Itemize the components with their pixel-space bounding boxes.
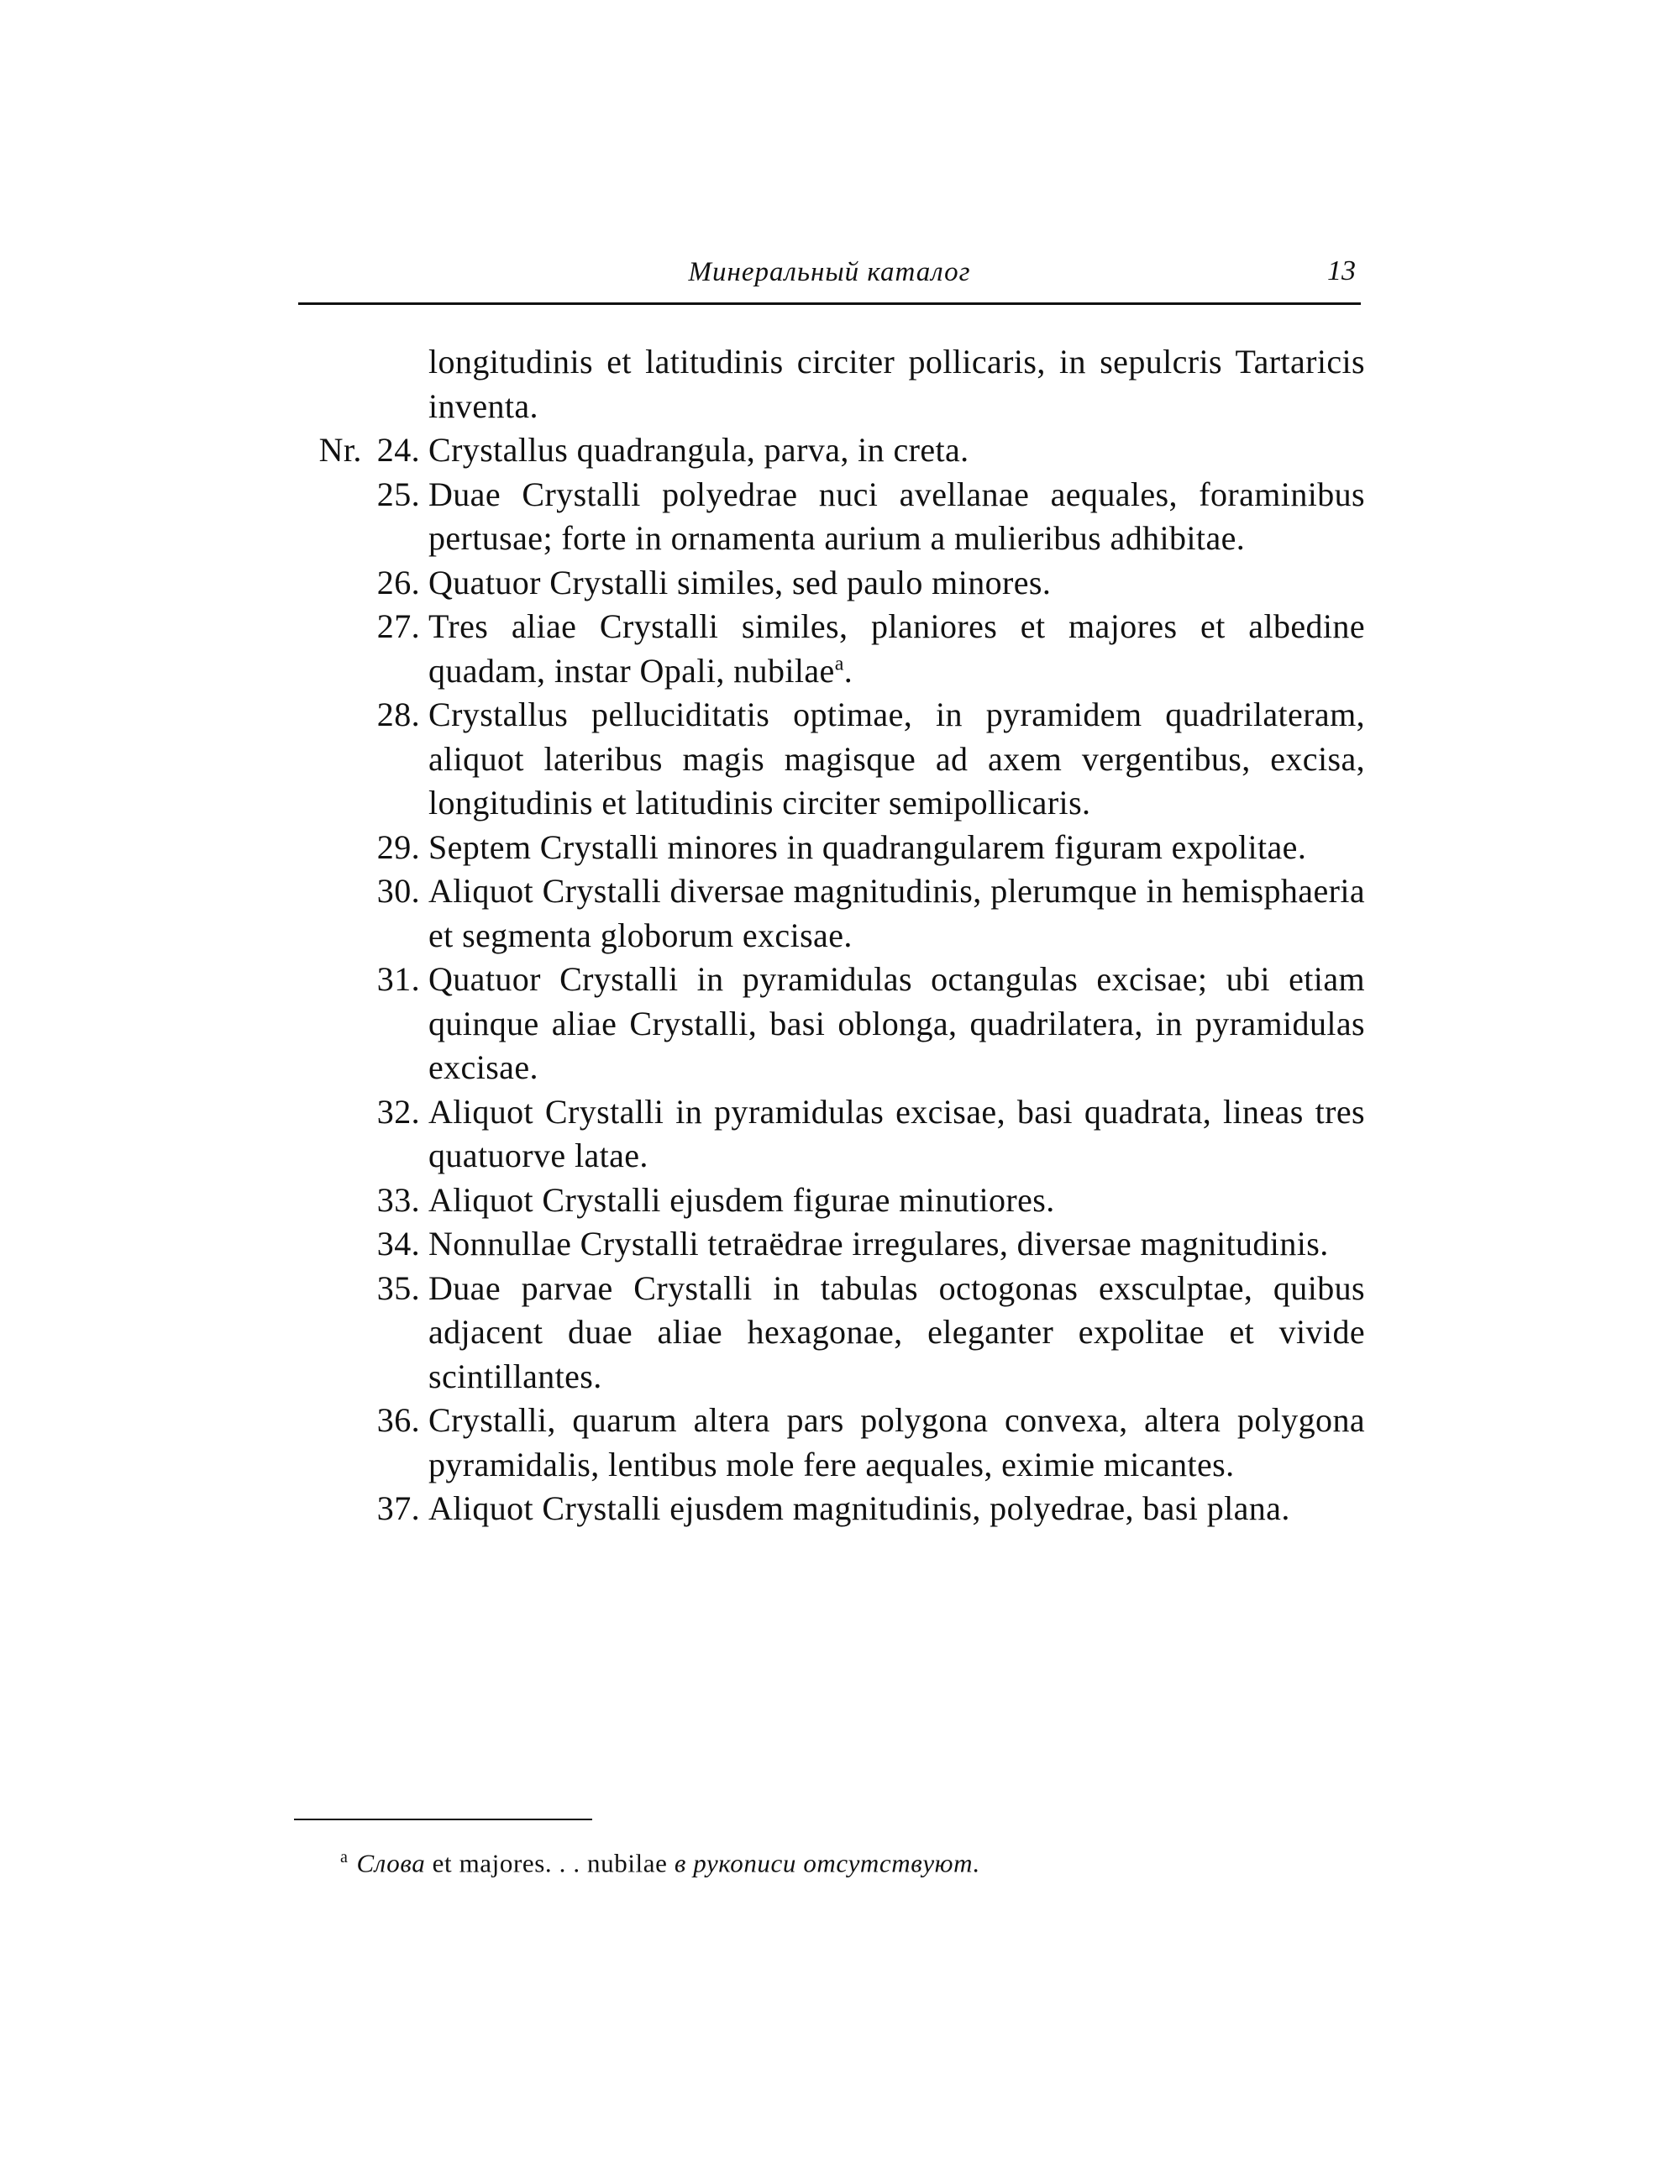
entry-text: Crystalli, quarum altera pars polygona convexa, altera polygona pyramidalis, lentibus mole fere aequales, eximie micantes. (428, 1401, 1365, 1483)
list-item (294, 605, 1365, 693)
entry-text: Crystallus pelluciditatis optimae, in pyramidem quadrilateram, aliquot lateribus magis magisque ad axem vergentibus, excisa, longitudinis et latitudinis circiter semipollicaris. (428, 696, 1365, 822)
list-item (294, 1399, 1365, 1487)
list-item (294, 473, 1365, 561)
entry-text-tail: . (843, 651, 853, 690)
footnote (340, 1848, 980, 1878)
list-item (294, 561, 1365, 606)
entry-text: Duae Crystalli polyedrae nuci avellanae aequales, foraminibus pertusae; forte in ornamenta aurium a mulieribus adhibitae. (428, 475, 1365, 557)
footnote-divider (294, 1819, 592, 1820)
list-item (294, 1222, 1365, 1267)
entry-text: Septem Crystalli minores in quadrangularem figuram expolitae. (428, 827, 1307, 866)
footnote-reference: a (834, 653, 844, 675)
entry-number: 29. (376, 827, 420, 866)
list-item (294, 1090, 1365, 1179)
list-item (294, 1267, 1365, 1399)
entry-number: 36. (376, 1401, 420, 1439)
entry-text: Aliquot Crystalli in pyramidulas excisae, basi quadrata, lineas tres quatuorve latae. (428, 1092, 1365, 1174)
list-item (294, 826, 1365, 870)
entry-number: 31. (376, 960, 420, 998)
running-title: Минеральный каталог (688, 257, 971, 287)
entry-text: longitudinis et latitudinis circiter pollicaris, in sepulcris Tartaricis inventa. (428, 343, 1365, 425)
entry-text: Quatuor Crystalli similes, sed paulo minores. (428, 563, 1052, 601)
list-item (294, 340, 1365, 428)
entry-text: Aliquot Crystalli ejusdem magnitudinis, polyedrae, basi plana. (428, 1489, 1290, 1527)
entry-text: Aliquot Crystalli diversae magnitudinis, plerumque in hemisphaeria et segmenta globorum excisae. (428, 872, 1365, 954)
entry-text: Crystallus quadrangula, parva, in creta. (428, 431, 969, 469)
list-item (294, 693, 1365, 826)
entry-text: Duae parvae Crystalli in tabulas octogonas exsculptae, quibus adjacent duae aliae hexagonae, eleganter expolitae et vivide scintillantes. (428, 1268, 1365, 1395)
entry-prefix: Nr. (318, 431, 362, 469)
list-item (294, 1179, 1365, 1223)
catalog-entries (294, 340, 1365, 1531)
entry-number: 34. (376, 1225, 420, 1263)
entry-number: 25. (376, 475, 420, 513)
footnote-text-3: в рукописи отсутствуют. (674, 1848, 980, 1878)
running-head (298, 252, 1361, 305)
entry-number: 32. (376, 1092, 420, 1131)
list-item (294, 869, 1365, 958)
footnote-text-1: Слова (356, 1848, 426, 1878)
page-number: 13 (1327, 255, 1356, 286)
entry-number: 33. (376, 1180, 420, 1219)
entry-number: 24. (376, 431, 420, 469)
entry-text: Quatuor Crystalli in pyramidulas octangulas excisae; ubi etiam quinque aliae Crystalli, basi oblonga, quadrilatera, in pyramidulas excisae. (428, 960, 1365, 1086)
entry-text: Nonnullae Crystalli tetraëdrae irregulares, diversae magnitudinis. (428, 1225, 1329, 1263)
entry-number: 26. (376, 563, 420, 601)
entry-number: 27. (376, 607, 420, 645)
list-item (294, 958, 1365, 1090)
entry-number: 30. (376, 872, 420, 910)
list-item (294, 428, 1365, 473)
list-item (294, 1487, 1365, 1531)
footnote-mark: a (340, 1848, 349, 1866)
entry-text: Tres aliae Crystalli similes, planiores et majores et albedine quadam, instar Opali, nubilae (428, 607, 1365, 690)
entry-text: Aliquot Crystalli ejusdem figurae minutiores. (428, 1180, 1055, 1219)
entry-number: 35. (376, 1268, 420, 1307)
entry-number: 37. (376, 1489, 420, 1527)
footnote-text-2: et majores. . . nubilae (432, 1848, 668, 1878)
entry-number: 28. (376, 696, 420, 733)
